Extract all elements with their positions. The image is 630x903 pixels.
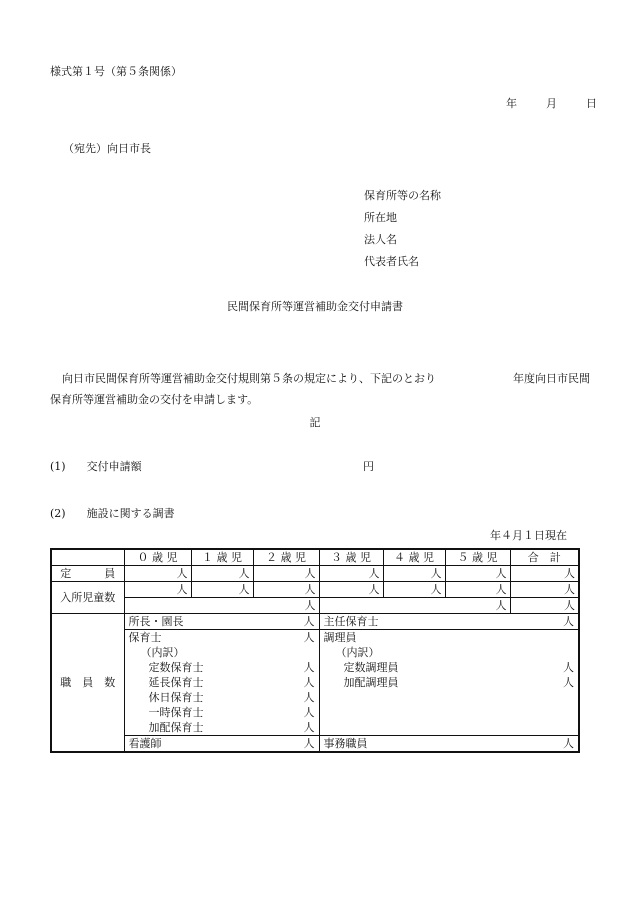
as-of-date: 年４月１日現在 (490, 529, 567, 542)
header-age-3: ３ 歳 児 (319, 549, 383, 566)
table-header-row (51, 549, 579, 566)
staff-label: 職 員 数 (51, 614, 124, 753)
unit: 人 (303, 706, 315, 719)
body-text (50, 368, 590, 410)
nurse-cell[interactable] (124, 736, 319, 753)
body-line-1 (50, 368, 590, 389)
office-staff-label: 事務職員 (323, 737, 368, 750)
director-label: 所長・園長 (128, 615, 184, 628)
additional-cook-label: 加配調理員 (343, 676, 399, 689)
addressee: （宛先）向日市長 (63, 142, 151, 155)
capacity-cell[interactable]: 人 (319, 566, 383, 582)
director-cell[interactable] (124, 614, 319, 630)
unit: 人 (303, 721, 315, 734)
enrolled-subtotal-0-2[interactable]: 人 (124, 598, 319, 614)
staff-row-director (51, 614, 579, 630)
enrolled-total-cell[interactable]: 人 (510, 582, 579, 598)
unit: 人 (303, 676, 315, 689)
header-age-2: ２ 歳 児 (253, 549, 319, 566)
staff-row-teachers (51, 630, 579, 736)
applicant-block (364, 185, 441, 273)
enrolled-subtotal-3-5[interactable]: 人 (319, 598, 510, 614)
office-staff-cell[interactable] (319, 736, 579, 753)
item-2-number: (2) (50, 507, 66, 520)
item-1-number: (1) (50, 460, 66, 473)
teacher-label: 保育士 (128, 631, 162, 644)
item-1-unit: 円 (363, 460, 374, 473)
unit: 人 (563, 676, 574, 689)
regular-teacher-label: 定数保育士 (148, 661, 204, 674)
cook-breakdown-label: （内訳） (335, 646, 380, 659)
additional-teacher-label: 加配保育士 (148, 721, 204, 734)
enrolled-label: 入所児童数 (51, 582, 124, 614)
cook-label: 調理員 (323, 631, 357, 644)
capacity-total-cell[interactable]: 人 (510, 566, 579, 582)
unit: 人 (303, 631, 315, 644)
enrolled-cell[interactable]: 人 (191, 582, 253, 598)
unit: 人 (303, 615, 315, 628)
enrolled-cell[interactable]: 人 (253, 582, 319, 598)
date-day: 日 (586, 97, 597, 110)
header-age-5: ５ 歳 児 (445, 549, 510, 566)
date-month: 月 (546, 97, 557, 110)
nurse-label: 看護師 (128, 737, 162, 750)
header-age-1: １ 歳 児 (191, 549, 253, 566)
chief-cell[interactable] (319, 614, 579, 630)
item-2 (50, 505, 175, 521)
unit: 人 (303, 691, 315, 704)
unit: 人 (303, 737, 315, 750)
representative-label: 代表者氏名 (364, 255, 419, 268)
header-total: 合 計 (510, 549, 579, 566)
capacity-cell[interactable]: 人 (124, 566, 191, 582)
capacity-cell[interactable]: 人 (383, 566, 445, 582)
capacity-cell[interactable]: 人 (253, 566, 319, 582)
facility-name-label: 保育所等の名称 (364, 189, 441, 202)
chief-label: 主任保育士 (323, 615, 379, 628)
capacity-cell[interactable]: 人 (445, 566, 510, 582)
extended-teacher-label: 延長保育士 (148, 676, 204, 689)
staff-row-other (51, 736, 579, 753)
regular-cook-label: 定数調理員 (343, 661, 399, 674)
enrolled-subtotal-total[interactable]: 人 (510, 598, 579, 614)
facility-survey-table (50, 548, 580, 753)
enrolled-cell[interactable]: 人 (319, 582, 383, 598)
enrolled-cell[interactable]: 人 (383, 582, 445, 598)
capacity-row (51, 566, 579, 582)
body-line-2: 保育所等運営補助金の交付を申請します。 (50, 393, 259, 406)
date-year: 年 (506, 97, 517, 110)
body-line-1-post: 年度向日市民間 (513, 372, 590, 385)
holiday-teacher-label: 休日保育士 (148, 691, 204, 704)
corporation-label: 法人名 (364, 233, 397, 246)
cook-cell[interactable] (319, 630, 579, 736)
item-1 (50, 458, 374, 474)
unit: 人 (563, 661, 574, 674)
enrolled-cell[interactable]: 人 (124, 582, 191, 598)
header-blank (51, 549, 124, 566)
enrolled-subtotal-row (51, 598, 579, 614)
unit: 人 (563, 737, 574, 750)
application-date (506, 95, 597, 111)
address-label: 所在地 (364, 211, 397, 224)
capacity-label: 定 員 (51, 566, 124, 582)
capacity-cell[interactable]: 人 (191, 566, 253, 582)
enrolled-row (51, 582, 579, 598)
header-age-0: ０ 歳 児 (124, 549, 191, 566)
ki-heading: 記 (309, 416, 321, 429)
header-age-4: ４ 歳 児 (383, 549, 445, 566)
unit: 人 (303, 661, 315, 674)
document-title: 民間保育所等運営補助金交付申請書 (227, 300, 403, 313)
body-line-1-pre: 向日市民間保育所等運営補助金交付規則第５条の規定により、下記のとおり (62, 372, 436, 385)
enrolled-cell[interactable]: 人 (445, 582, 510, 598)
form-number: 様式第１号（第５条関係） (50, 65, 182, 78)
item-2-label: 施設に関する調書 (86, 507, 175, 520)
teacher-cell[interactable] (124, 630, 319, 736)
temporary-teacher-label: 一時保育士 (148, 706, 204, 719)
teacher-breakdown-label: （内訳） (140, 646, 185, 659)
unit: 人 (563, 615, 574, 628)
item-1-label: 交付申請額 (86, 460, 142, 473)
